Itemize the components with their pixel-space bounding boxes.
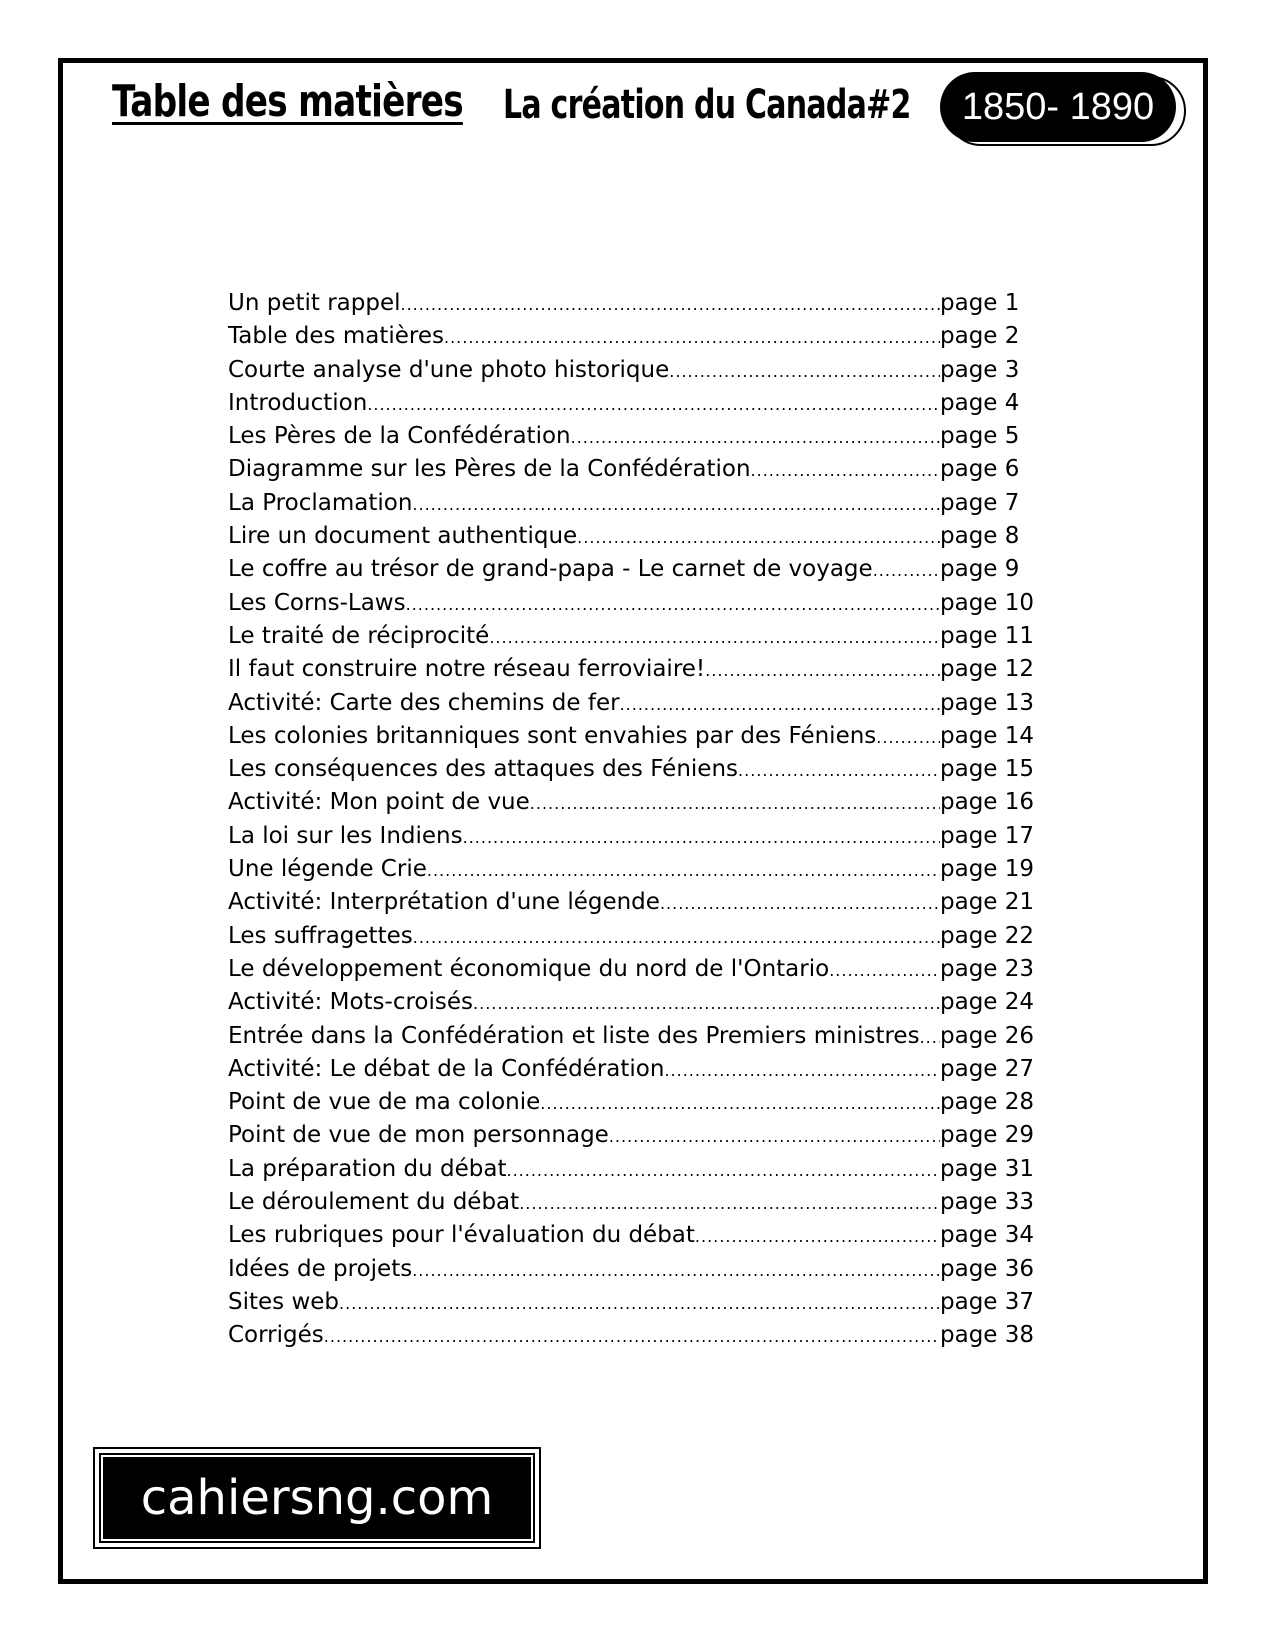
table-of-contents (228, 290, 1035, 1356)
toc-entry (228, 1022, 1035, 1056)
toc-entry-page: page 31 (940, 1155, 1035, 1182)
page-subtitle: La création du Canada#2 (503, 82, 911, 128)
toc-dot-leader (324, 1327, 940, 1346)
toc-entry-title: Introduction (228, 389, 368, 416)
toc-entry-page: page 5 (940, 423, 1020, 450)
toc-dot-leader (609, 1127, 940, 1146)
toc-entry (228, 955, 1035, 989)
toc-entry-title: Corrigés (228, 1322, 324, 1349)
toc-entry (228, 1055, 1035, 1089)
toc-entry-page: page 12 (940, 656, 1035, 683)
toc-dot-leader (738, 761, 940, 780)
date-badge: 1850- 1890 (940, 72, 1176, 142)
toc-dot-leader (620, 695, 940, 714)
toc-entry (228, 789, 1035, 822)
toc-entry-title: La préparation du débat (228, 1155, 507, 1182)
toc-entry (228, 756, 1035, 789)
toc-dot-leader (506, 1161, 940, 1180)
toc-dot-leader (664, 1061, 940, 1080)
toc-entry-title: Point de vue de mon personnage (228, 1122, 609, 1149)
toc-entry-page: page 17 (940, 822, 1035, 849)
toc-entry-title: Activité: Le débat de la Confédération (228, 1055, 665, 1082)
toc-entry-title: Un petit rappel (228, 290, 401, 316)
toc-entry-title: Entrée dans la Confédération et liste des Premiers ministres (228, 1022, 920, 1049)
toc-entry-title: Le déroulement du débat (228, 1189, 520, 1216)
toc-entry-page: page 13 (940, 689, 1035, 716)
toc-entry (228, 290, 1028, 323)
toc-dot-leader (367, 395, 940, 414)
toc-entry-page: page 14 (940, 722, 1035, 749)
toc-entry-title: Les Corns-Laws (228, 589, 406, 616)
toc-dot-leader (406, 595, 940, 614)
toc-entry-title: Point de vue de ma colonie (228, 1089, 541, 1116)
toc-entry-page: page 34 (940, 1222, 1035, 1249)
toc-entry-page: page 2 (940, 323, 1020, 350)
toc-entry-title: Table des matières (228, 323, 444, 350)
toc-entry-page: page 10 (940, 589, 1035, 616)
toc-dot-leader (444, 328, 940, 347)
toc-entry-page: page 33 (940, 1189, 1035, 1216)
toc-dot-leader (751, 461, 940, 480)
toc-dot-leader (427, 861, 940, 880)
toc-entry-page: page 23 (940, 955, 1035, 982)
toc-entry (228, 622, 1035, 656)
toc-entry-page: page 19 (940, 856, 1035, 883)
toc-entry (228, 357, 1028, 390)
toc-dot-leader (876, 728, 940, 747)
toc-dot-leader (401, 295, 941, 314)
toc-entry-page: page 21 (940, 889, 1035, 916)
page-title: Table des matières (112, 76, 463, 127)
toc-dot-leader (540, 1094, 940, 1113)
toc-entry-title: Les conséquences des attaques des Féniens (228, 756, 739, 783)
toc-entry-title: Sites web (228, 1288, 340, 1315)
toc-dot-leader (705, 661, 940, 680)
toc-entry-title: Le coffre au trésor de grand-papa - Le carnet de voyage (228, 556, 873, 583)
toc-entry (228, 390, 1028, 423)
toc-entry (228, 689, 1035, 723)
toc-entry (228, 989, 1035, 1022)
toc-entry-page: page 3 (940, 356, 1020, 383)
toc-entry (228, 1322, 1035, 1355)
toc-dot-leader (669, 362, 940, 381)
toc-entry-page: page 1 (940, 290, 1020, 316)
toc-entry (228, 1155, 1035, 1189)
toc-dot-leader (829, 961, 940, 980)
toc-dot-leader (413, 928, 940, 947)
toc-entry-page: page 15 (940, 756, 1035, 783)
toc-entry-page: page 7 (940, 489, 1020, 516)
toc-entry-page: page 16 (940, 789, 1035, 816)
toc-dot-leader (695, 1227, 940, 1246)
toc-entry-title: Activité: Carte des chemins de fer (228, 689, 620, 716)
toc-entry (228, 856, 1035, 889)
toc-dot-leader (571, 428, 940, 447)
toc-entry (228, 722, 1035, 756)
toc-entry-title: Les colonies britanniques sont envahies par des Féniens (228, 722, 877, 749)
toc-entry-page: page 37 (940, 1288, 1035, 1315)
toc-entry (228, 1122, 1035, 1155)
toc-entry-page: page 38 (940, 1322, 1035, 1349)
toc-entry (228, 423, 1028, 456)
toc-entry (228, 1189, 1035, 1222)
toc-entry (228, 490, 1028, 523)
toc-entry-title: Lire un document authentique (228, 523, 578, 550)
toc-entry-page: page 4 (940, 389, 1020, 416)
toc-entry-page: page 26 (940, 1022, 1035, 1049)
toc-entry-page: page 27 (940, 1055, 1035, 1082)
toc-entry-title: Idées de projets (228, 1255, 413, 1282)
toc-entry (228, 523, 1028, 556)
toc-entry-title: Les rubriques pour l'évaluation du débat (228, 1222, 695, 1249)
toc-entry-title: Courte analyse d'une photo historique (228, 356, 670, 383)
toc-entry-title: Activité: Mots-croisés (228, 989, 474, 1016)
toc-entry-title: La loi sur les Indiens (228, 822, 463, 849)
toc-entry (228, 922, 1035, 956)
toc-entry-title: Il faut construire notre réseau ferroviaire! (228, 656, 706, 683)
toc-entry-title: Les suffragettes (228, 922, 413, 949)
toc-dot-leader (412, 495, 940, 514)
toc-entry-title: Le traité de réciprocité (228, 622, 490, 649)
toc-dot-leader (473, 994, 940, 1013)
toc-entry (228, 1222, 1035, 1255)
toc-dot-leader (519, 1194, 940, 1213)
toc-entry-title: Une légende Crie (228, 856, 427, 883)
toc-entry (228, 323, 1028, 356)
toc-entry (228, 1255, 1035, 1289)
toc-entry-page: page 22 (940, 922, 1035, 949)
toc-entry-page: page 9 (940, 556, 1020, 583)
toc-entry (228, 456, 1028, 489)
toc-entry-title: Le développement économique du nord de l'Ontario (228, 955, 830, 982)
toc-entry-title: Activité: Interprétation d'une légende (228, 889, 660, 916)
toc-entry (228, 822, 1035, 856)
toc-dot-leader (489, 628, 940, 647)
toc-entry (228, 1089, 1035, 1122)
toc-entry (228, 889, 1035, 922)
toc-entry (228, 656, 1035, 689)
toc-entry-title: Diagramme sur les Pères de la Confédération (228, 456, 751, 483)
toc-dot-leader (577, 528, 940, 547)
toc-entry-page: page 29 (940, 1122, 1035, 1149)
toc-entry-page: page 28 (940, 1089, 1035, 1116)
website-label: cahiersng.com (101, 1455, 533, 1541)
toc-entry-title: La Proclamation (228, 489, 413, 516)
toc-dot-leader (873, 561, 940, 580)
toc-dot-leader (412, 1261, 940, 1280)
toc-entry-title: Activité: Mon point de vue (228, 789, 530, 816)
toc-entry-page: page 36 (940, 1255, 1035, 1282)
toc-entry-page: page 11 (940, 622, 1035, 649)
toc-dot-leader (339, 1294, 940, 1313)
toc-entry-page: page 24 (940, 989, 1035, 1016)
toc-entry (228, 589, 1035, 623)
toc-entry (228, 556, 1028, 589)
toc-entry-page: page 6 (940, 456, 1020, 483)
toc-entry-title: Les Pères de la Confédération (228, 423, 571, 450)
toc-dot-leader (463, 828, 940, 847)
toc-entry (228, 1288, 1035, 1322)
toc-dot-leader (920, 1028, 940, 1047)
toc-dot-leader (660, 894, 940, 913)
toc-dot-leader (530, 794, 940, 813)
toc-entry-page: page 8 (940, 523, 1020, 550)
